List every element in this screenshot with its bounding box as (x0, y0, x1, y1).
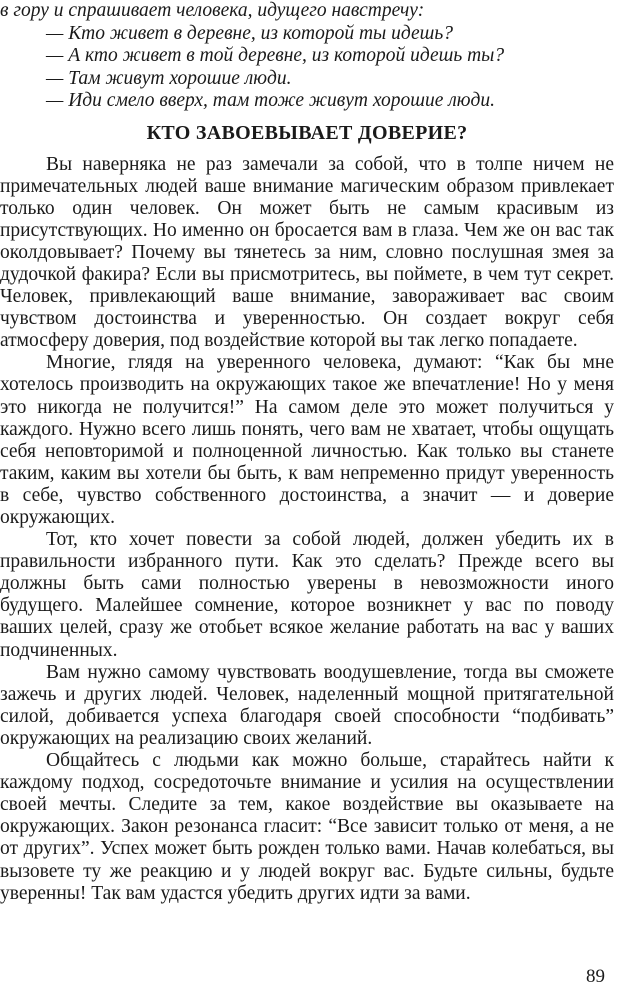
intro-line: в гору и спрашивает человека, идущего навстречу: (0, 0, 425, 21)
paragraph: Многие, глядя на уверенного человека, думают: “Как бы мне хотелось производить на окружающих такое же впечатление! Но у меня это никогда не получится!” На самом деле это может получиться у каждого. Нужно всего лишь понять, чего вам не хватает, чтобы ощущать себя неповторимой и полноценной личностью. Как только вы станете таким, каким вы хотели бы быть, к вам непременно придут уверенность в себе, чувство собственного достоинства, а значит — и доверие окружающих. (0, 352, 614, 528)
page-number: 89 (586, 966, 605, 987)
dialogue-line: — Кто живет в деревне, из которой ты идешь? (46, 22, 453, 44)
paragraph: Тот, кто хочет повести за собой людей, должен убедить их в правильности избранного пути. Как это сделать? Прежде всего вы должны быть сами полностью уверены в невозможности иного будущего. Малейшее сомнение, которое возникнет у вас по поводу ваших целей, сразу же отобьет всякое желание работать на вас у ваших подчиненных. (0, 529, 614, 661)
paragraph: Вам нужно самому чувствовать воодушевление, тогда вы сможете зажечь и других людей. Человек, наделенный мощной притягательной силой, добивается успеха благодаря своей способности “подбивать” окружающих на реализацию своих желаний. (0, 661, 614, 749)
dialogue-line: — Там живут хорошие люди. (46, 67, 292, 89)
dialogue-line: — Иди смело вверх, там тоже живут хорошие люди. (46, 90, 496, 111)
paragraph: Вы наверняка не раз замечали за собой, что в толпе ничем не примечательных людей ваше внимание магическим образом привлекает только один человек. Он может быть не самым красивым из присутствующих. Но именно он бросается вам в глаза. Чем же он вас так околдовывает? Почему вы тянетесь за ним, словно послушная змея за дудочкой факира? Если вы присмотритесь, вы поймете, в чем тут секрет. Человек, привлекающий ваше внимание, завораживает вас своим чувством достоинства и уверенностью. Он создает вокруг себя атмосферу доверия, под воздействие которой вы так легко попадаете. (0, 153, 614, 352)
dialogue-line: — А кто живет в той деревне, из которой идешь ты? (46, 45, 505, 66)
paragraph: Общайтесь с людьми как можно больше, старайтесь найти к каждому подход, сосредоточьте внимание и усилия на осуществлении своей мечты. Следите за тем, какое воздействие вы оказываете на окружающих. Закон резонанса гласит: “Все зависит только от меня, а не от других”. Успех может быть рожден только вами. Начав колебаться, вы вызовете ту же реакцию и у людей вокруг вас. Будьте сильны, будьте уверенны! Так вам удастся убедить других идти за вами. (0, 750, 614, 904)
section-heading: КТО ЗАВОЕВЫВАЕТ ДОВЕРИЕ? (146, 121, 468, 144)
